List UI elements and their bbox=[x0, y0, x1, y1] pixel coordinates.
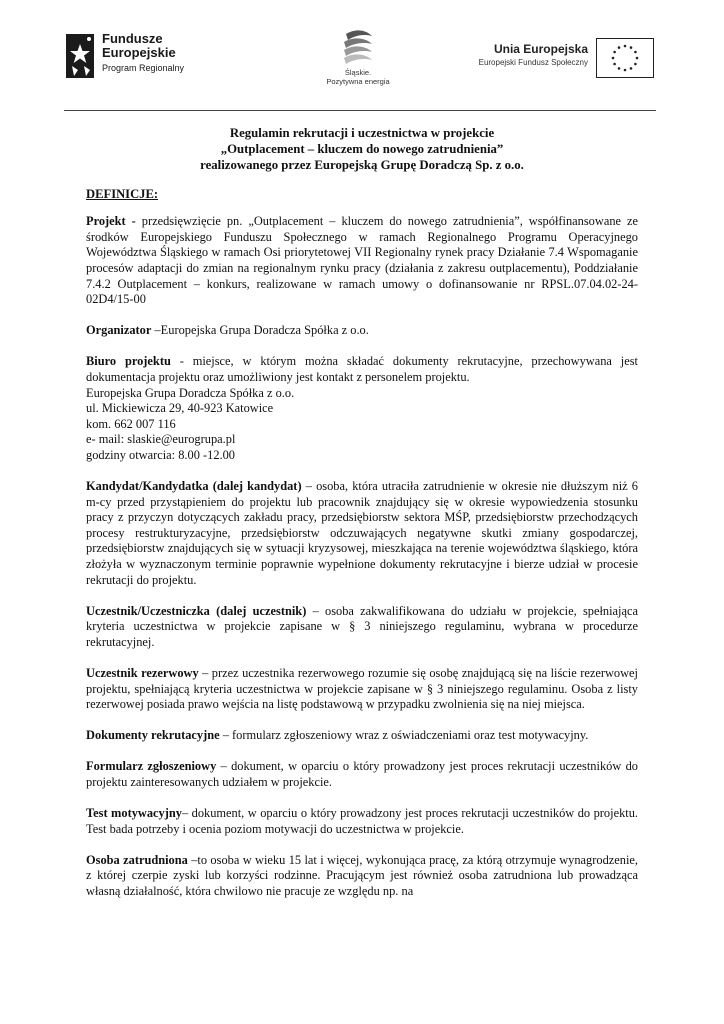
definition-biuro-projektu bbox=[86, 354, 638, 463]
term-rezerwowy: Uczestnik rezerwowy bbox=[86, 665, 199, 680]
fe-logo-line2: Europejskie bbox=[102, 45, 176, 60]
biuro-hours: godziny otwarcia: 8.00 -12.00 bbox=[86, 447, 235, 462]
biuro-email: e- mail: slaskie@eurogrupa.pl bbox=[86, 432, 236, 447]
text-formularz: – dokument, w oparciu o który prowadzony jest proces rekrutacji uczestników do projektu zainteresowanych udziałem w projekcie. bbox=[86, 759, 638, 789]
page-header bbox=[0, 0, 724, 112]
title-line3: realizowanego przez Europejską Grupę Doradczą Sp. z o.o. bbox=[200, 158, 524, 173]
definition-uczestnik bbox=[86, 604, 638, 651]
term-test: Test motywacyjny bbox=[86, 806, 182, 821]
biuro-street: ul. Mickiewicza 29, 40-923 Katowice bbox=[86, 401, 274, 416]
term-dokumenty: Dokumenty rekrutacyjne bbox=[86, 728, 220, 743]
text-dokumenty: – formularz zgłoszeniowy wraz z oświadczeniami oraz test motywacyjny. bbox=[219, 728, 589, 743]
biuro-company: Europejska Grupa Doradcza Spółka z o.o. bbox=[86, 385, 295, 400]
slaskie-swirl-icon bbox=[338, 26, 378, 68]
text-rezerwowy: – przez uczestnika rezerwowego rozumie się osobę znajdującą się na liście rezerwowej projektu, spełniającą kryteria uczestnictwa w projekcie zapisane w § 3 niniejszego regulaminu. Osoba z listy rezerwowej posiada prawo wejścia na listę podstawową w przypadku zwolnienia się na niej miejsca. bbox=[86, 665, 638, 712]
eu-flag-icon bbox=[596, 38, 654, 78]
definition-test bbox=[86, 806, 638, 837]
fe-logo-line3: Program Regionalny bbox=[102, 63, 185, 73]
definition-dokumenty bbox=[86, 728, 638, 744]
header-divider bbox=[64, 110, 656, 111]
slaskie-logo-line2: Pozytywna energia bbox=[326, 77, 390, 86]
definition-osoba-zatrudniona bbox=[86, 853, 638, 900]
text-test: – dokument, w oparciu o który prowadzony jest proces rekrutacji uczestników do projektu. Test bada potrzeby i ocenia poziom motywacji do uczestnictwa w projekcie. bbox=[86, 806, 639, 836]
term-biuro: Biuro projektu bbox=[86, 354, 171, 369]
definitions-heading: DEFINICJE: bbox=[86, 186, 159, 201]
document-title bbox=[86, 125, 638, 174]
term-projekt: Projekt - bbox=[86, 214, 136, 229]
text-projekt: przedsięwzięcie pn. „Outplacement – kluczem do nowego zatrudnienia”, współfinansowane ze środków Europejskiego Funduszu Społecznego w ramach Regionalnego Programu Operacyjnego Województwa Śląskiego w ramach Osi priorytetowej VII Regionalny rynek pracy Działanie 7.4 Wspomaganie procesów adaptacji do zmian na regionalnym rynku pracy (działania z zakresu outplacementu), Poddziałanie 7.4.2 Outplacement – konkurs, realizowane w ramach umowy o dofinansowanie nr RPSL.07.04.02-24-02D4/15-00 bbox=[86, 214, 638, 307]
fe-logo-line1: Fundusze bbox=[102, 31, 163, 46]
term-kandydat: Kandydat/Kandydatka (dalej kandydat) bbox=[86, 479, 302, 494]
fundusze-europejskie-logo bbox=[64, 30, 204, 82]
title-line1: Regulamin rekrutacji i uczestnictwa w projekcie bbox=[229, 126, 495, 140]
term-organizator: Organizator bbox=[86, 323, 152, 338]
text-uczestnik: – osoba zakwalifikowana do udziału w projekcie, spełniająca kryteria uczestnictwa w projekcie zapisane w § 3 niniejszego regulaminu, wybrana w procedurze rekrutacyjnej. bbox=[86, 603, 638, 649]
slaskie-logo bbox=[316, 26, 400, 90]
definition-formularz bbox=[86, 759, 638, 790]
text-biuro: - miejsce, w którym można składać dokumenty rekrutacyjne, przechowywana jest dokumentacja projektu oraz umożliwiony jest kontakt z personelem projektu. bbox=[86, 354, 638, 384]
definition-organizator bbox=[86, 323, 638, 339]
term-uczestnik: Uczestnik/Uczestniczka (dalej uczestnik) bbox=[86, 603, 307, 618]
slaskie-logo-line1: Śląskie. bbox=[344, 68, 372, 77]
text-osoba: –to osoba w wieku 15 lat i więcej, wykonująca pracę, za którą otrzymuje wynagrodzenie, z której czerpie zyski lub korzyści rodzinne. Pracującym jest również osoba zatrudniona lub prowadząca własną działalność, która chwilowo nie pracuje ze względu np. na bbox=[86, 852, 638, 898]
definition-kandydat bbox=[86, 479, 638, 588]
definition-projekt bbox=[86, 214, 638, 308]
biuro-phone: kom. 662 007 116 bbox=[86, 416, 176, 431]
unia-europejska-logo bbox=[456, 38, 656, 82]
definition-uczestnik-rezerwowy bbox=[86, 666, 638, 713]
title-line2: „Outplacement – kluczem do nowego zatrudnienia” bbox=[220, 142, 504, 157]
document-body bbox=[86, 125, 638, 915]
ue-logo-line2: Europejski Fundusz Społeczny bbox=[478, 58, 588, 67]
fundusze-europejskie-star-icon bbox=[64, 30, 98, 82]
text-kandydat: – osoba, która utraciła zatrudnienie w okresie nie dłuższym niż 6 m-cy przed przystąpieniem do projektu lub pracownik znajdujący się w okresie wypowiedzenia stosunku pracy z przyczyn dotyczących zakładu pracy, przedsiębiorstw sektora MŚP, przedsiębiorstw przechodzących procesy restrukturyzacyjne, przedsiębiorstw odczuwających negatywne skutki zmiany gospodarczej, przedsiębiorstw znajdujących się w sytuacji kryzysowej, mieszkająca na terenie województwa śląskiego, która złożyła w wyznaczonym terminie poprawnie wypełnione dokumenty rekrutacyjne i bierze udział w procesie rekrutacji do projektu. bbox=[86, 479, 638, 587]
term-formularz: Formularz zgłoszeniowy bbox=[86, 759, 217, 774]
text-organizator: –Europejska Grupa Doradcza Spółka z o.o. bbox=[151, 323, 369, 338]
ue-logo-line1: Unia Europejska bbox=[493, 42, 588, 56]
term-osoba: Osoba zatrudniona bbox=[86, 852, 188, 867]
